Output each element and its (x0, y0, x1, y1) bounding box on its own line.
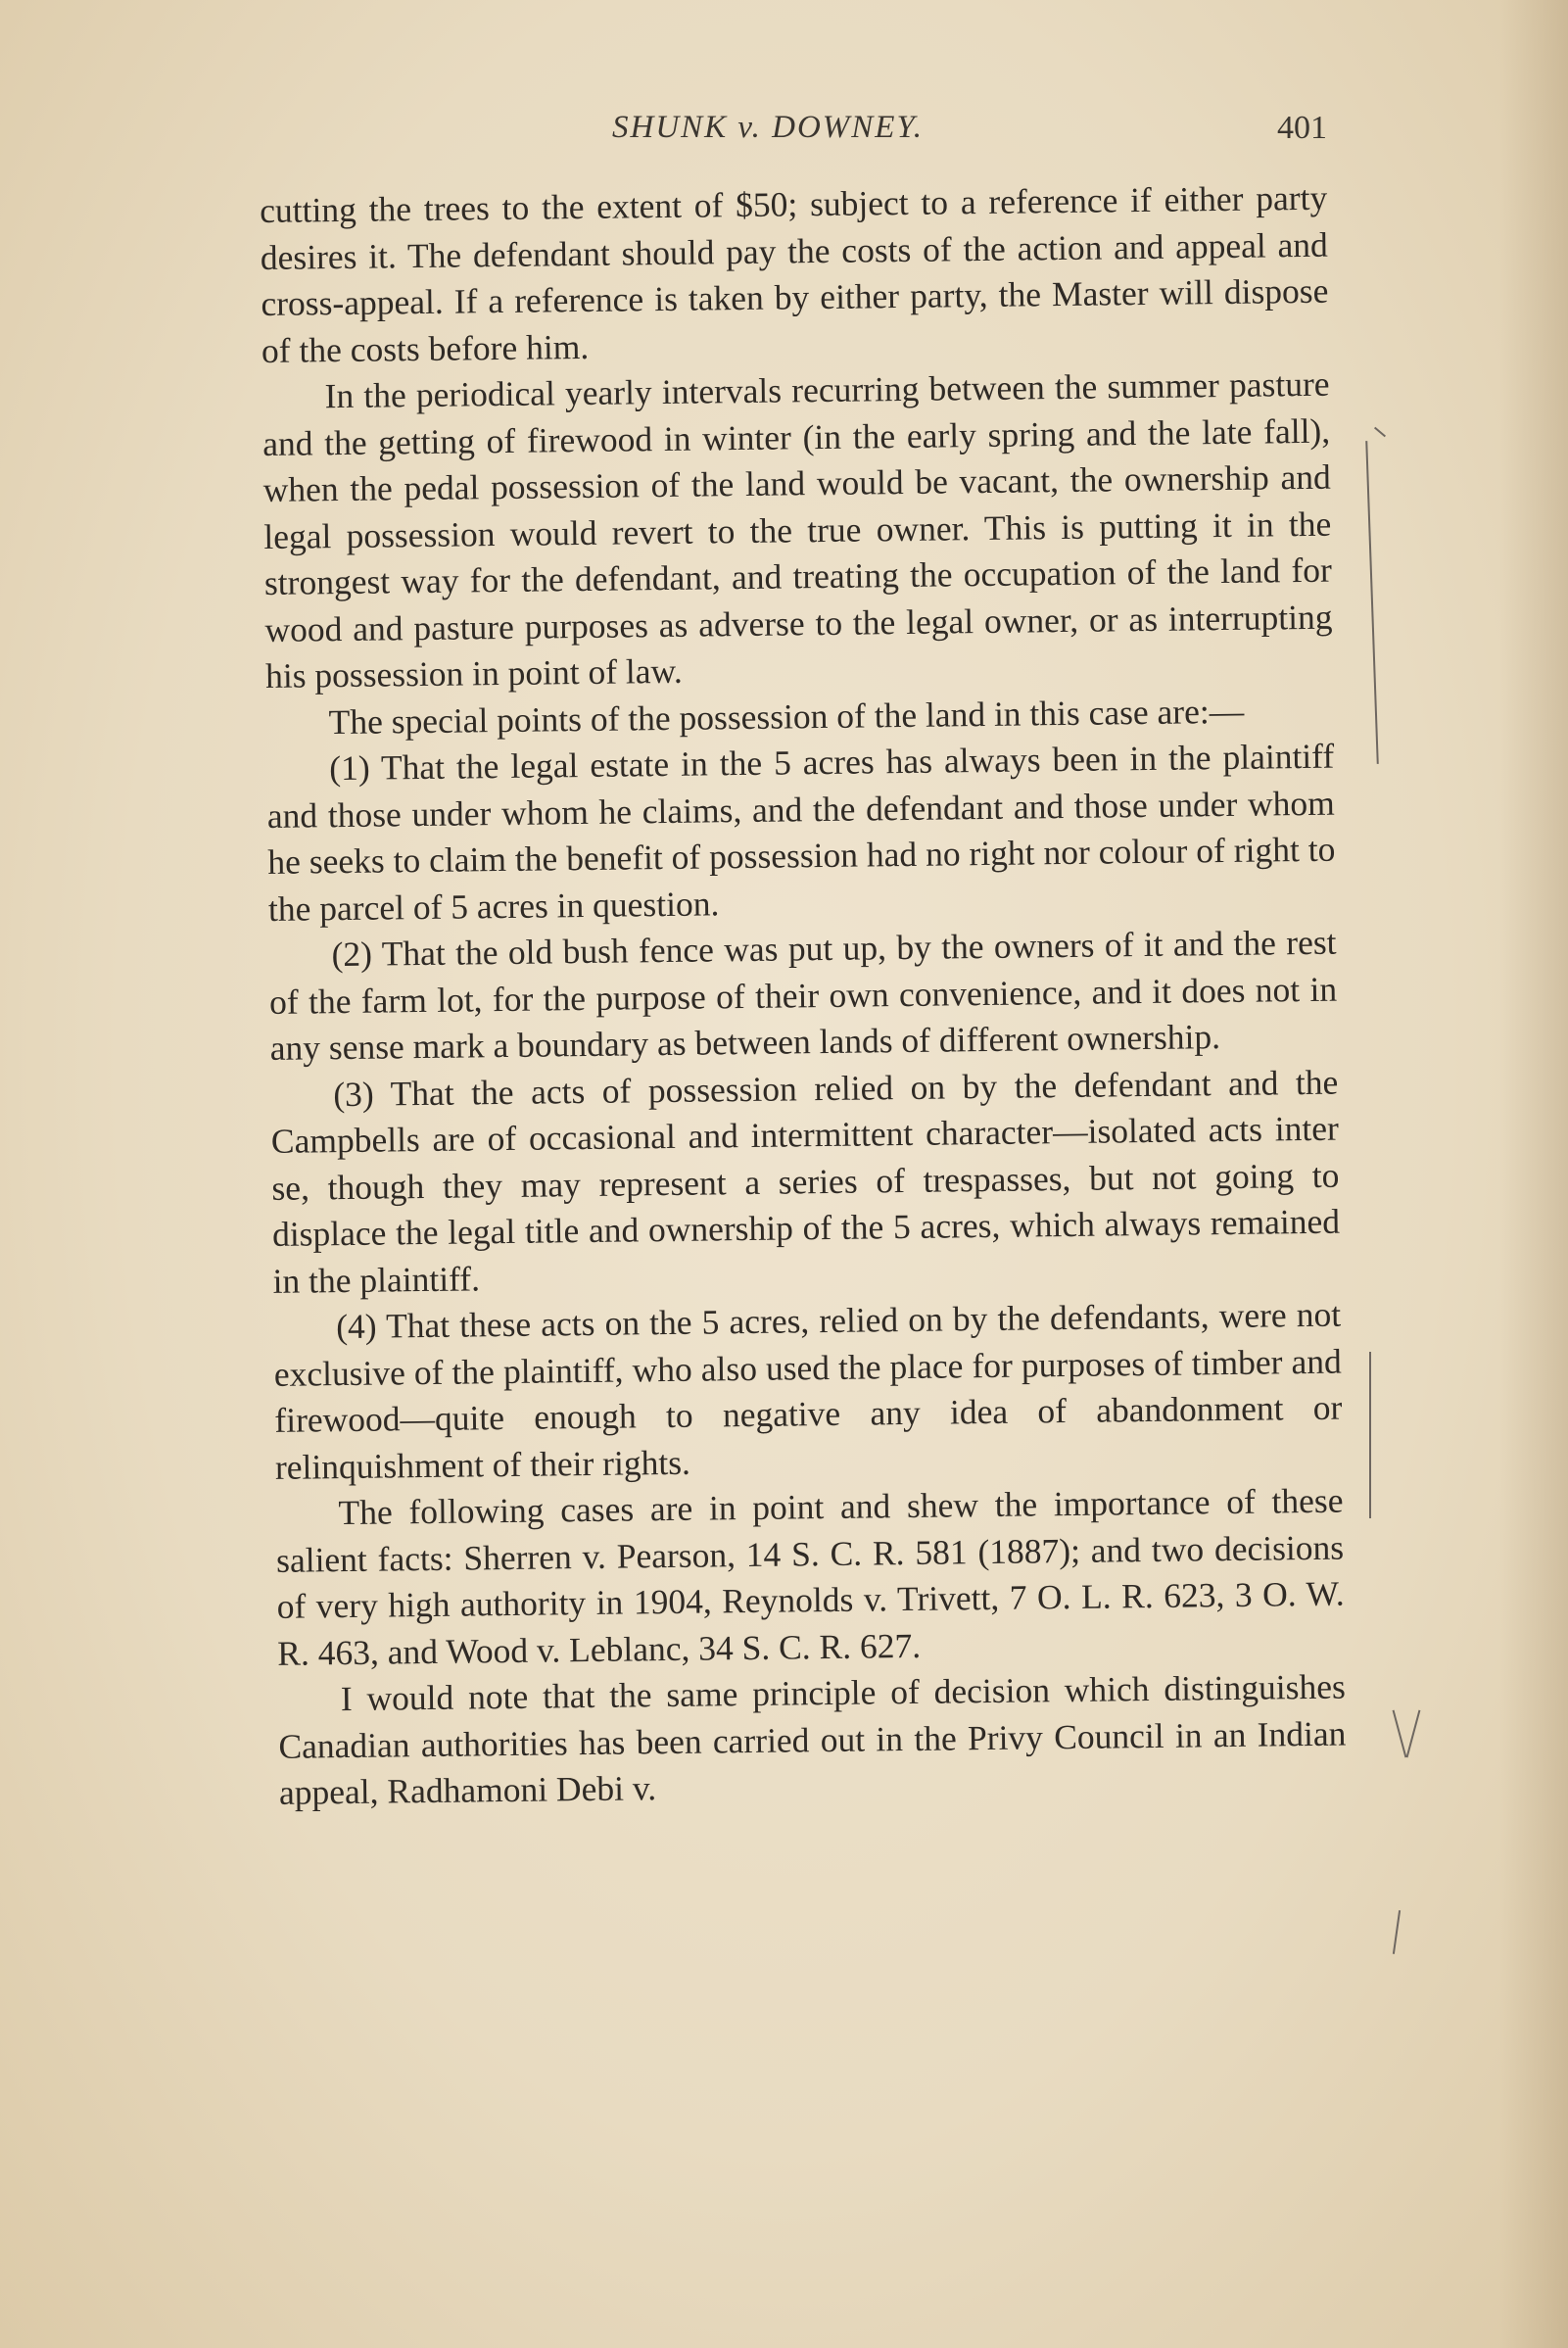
paragraph-continuation: cutting the trees to the extent of $50; subject to a reference if either party desires it. The defendant should pay the costs of the action and appeal and cross-appeal. If a reference is taken by either party, the Master will dispose of the costs before him. (260, 177, 1329, 370)
paragraph-special-points: The special points of the possession of the land in this case are:— (328, 691, 1245, 742)
point-4: (4) That these acts on the 5 acres, relied on by the defendants, were not exclusive of the plaintiff, who also used the place for purposes of timber and firewood—quite enough to negative any idea of abandonment or relinquishment of their rights. (273, 1294, 1343, 1487)
margin-line-mark (1365, 441, 1379, 764)
margin-stroke-mark (1393, 1910, 1401, 1954)
margin-tick-mark (1374, 427, 1386, 438)
margin-check-mark (1399, 1709, 1408, 1768)
paragraph-cases: The following cases are in point and shew the importance of these salient facts: Sherren v. Pearson, 14 S. C. R. 581 (1887); and two decisions of very high authority in 1904, Reynolds v. Trivett, 7 O. L. R. 623, 3 O. W. R. 463, and Wood v. Leblanc, 34 S. C. R. 627. (275, 1480, 1345, 1673)
point-1: (1) That the legal estate in the 5 acres has always been in the plaintiff and those under whom he claims, and the defendant and those under whom he seeks to claim the benefit of possession had no right nor colour of right to the parcel of 5 acres in question. (266, 736, 1336, 929)
margin-bracket-mark (1369, 1352, 1371, 1518)
point-2: (2) That the old bush fence was put up, by the owners of it and the rest of the farm lot, for the purpose of their own convenience, and it does not in any sense mark a boundary as between lands of different ownership. (268, 922, 1338, 1068)
running-title: SHUNK v. DOWNEY. (612, 110, 925, 145)
body-text (260, 175, 1347, 1817)
page-number: 401 (1277, 110, 1327, 146)
paragraph-periodical-intervals: In the periodical yearly intervals recurring between the summer pasture and the getting of firewood in winter (in the early spring and the late fall), when the pedal possession of the land would be vacant, the ownership and legal possession would revert to the true owner. This is putting it in the strongest way for the defendant, and treating the occupation of the land for wood and pasture purposes as adverse to the legal owner, or as interrupting his possession in point of law. (261, 363, 1333, 695)
running-head (260, 110, 1327, 159)
paragraph-privy-council: I would note that the same principle of decision which distinguishes Canadian authorities has been carried out in the Privy Council in an Indian appeal, Radhamoni Debi v. (278, 1666, 1347, 1812)
point-3: (3) That the acts of possession relied on by the defendant and the Campbells are of occasional and intermittent character—isolated acts inter se, though they may represent a series of trespasses, but not going to displace the legal title and ownership of the 5 acres, which always remained in the plaintiff. (270, 1062, 1341, 1301)
